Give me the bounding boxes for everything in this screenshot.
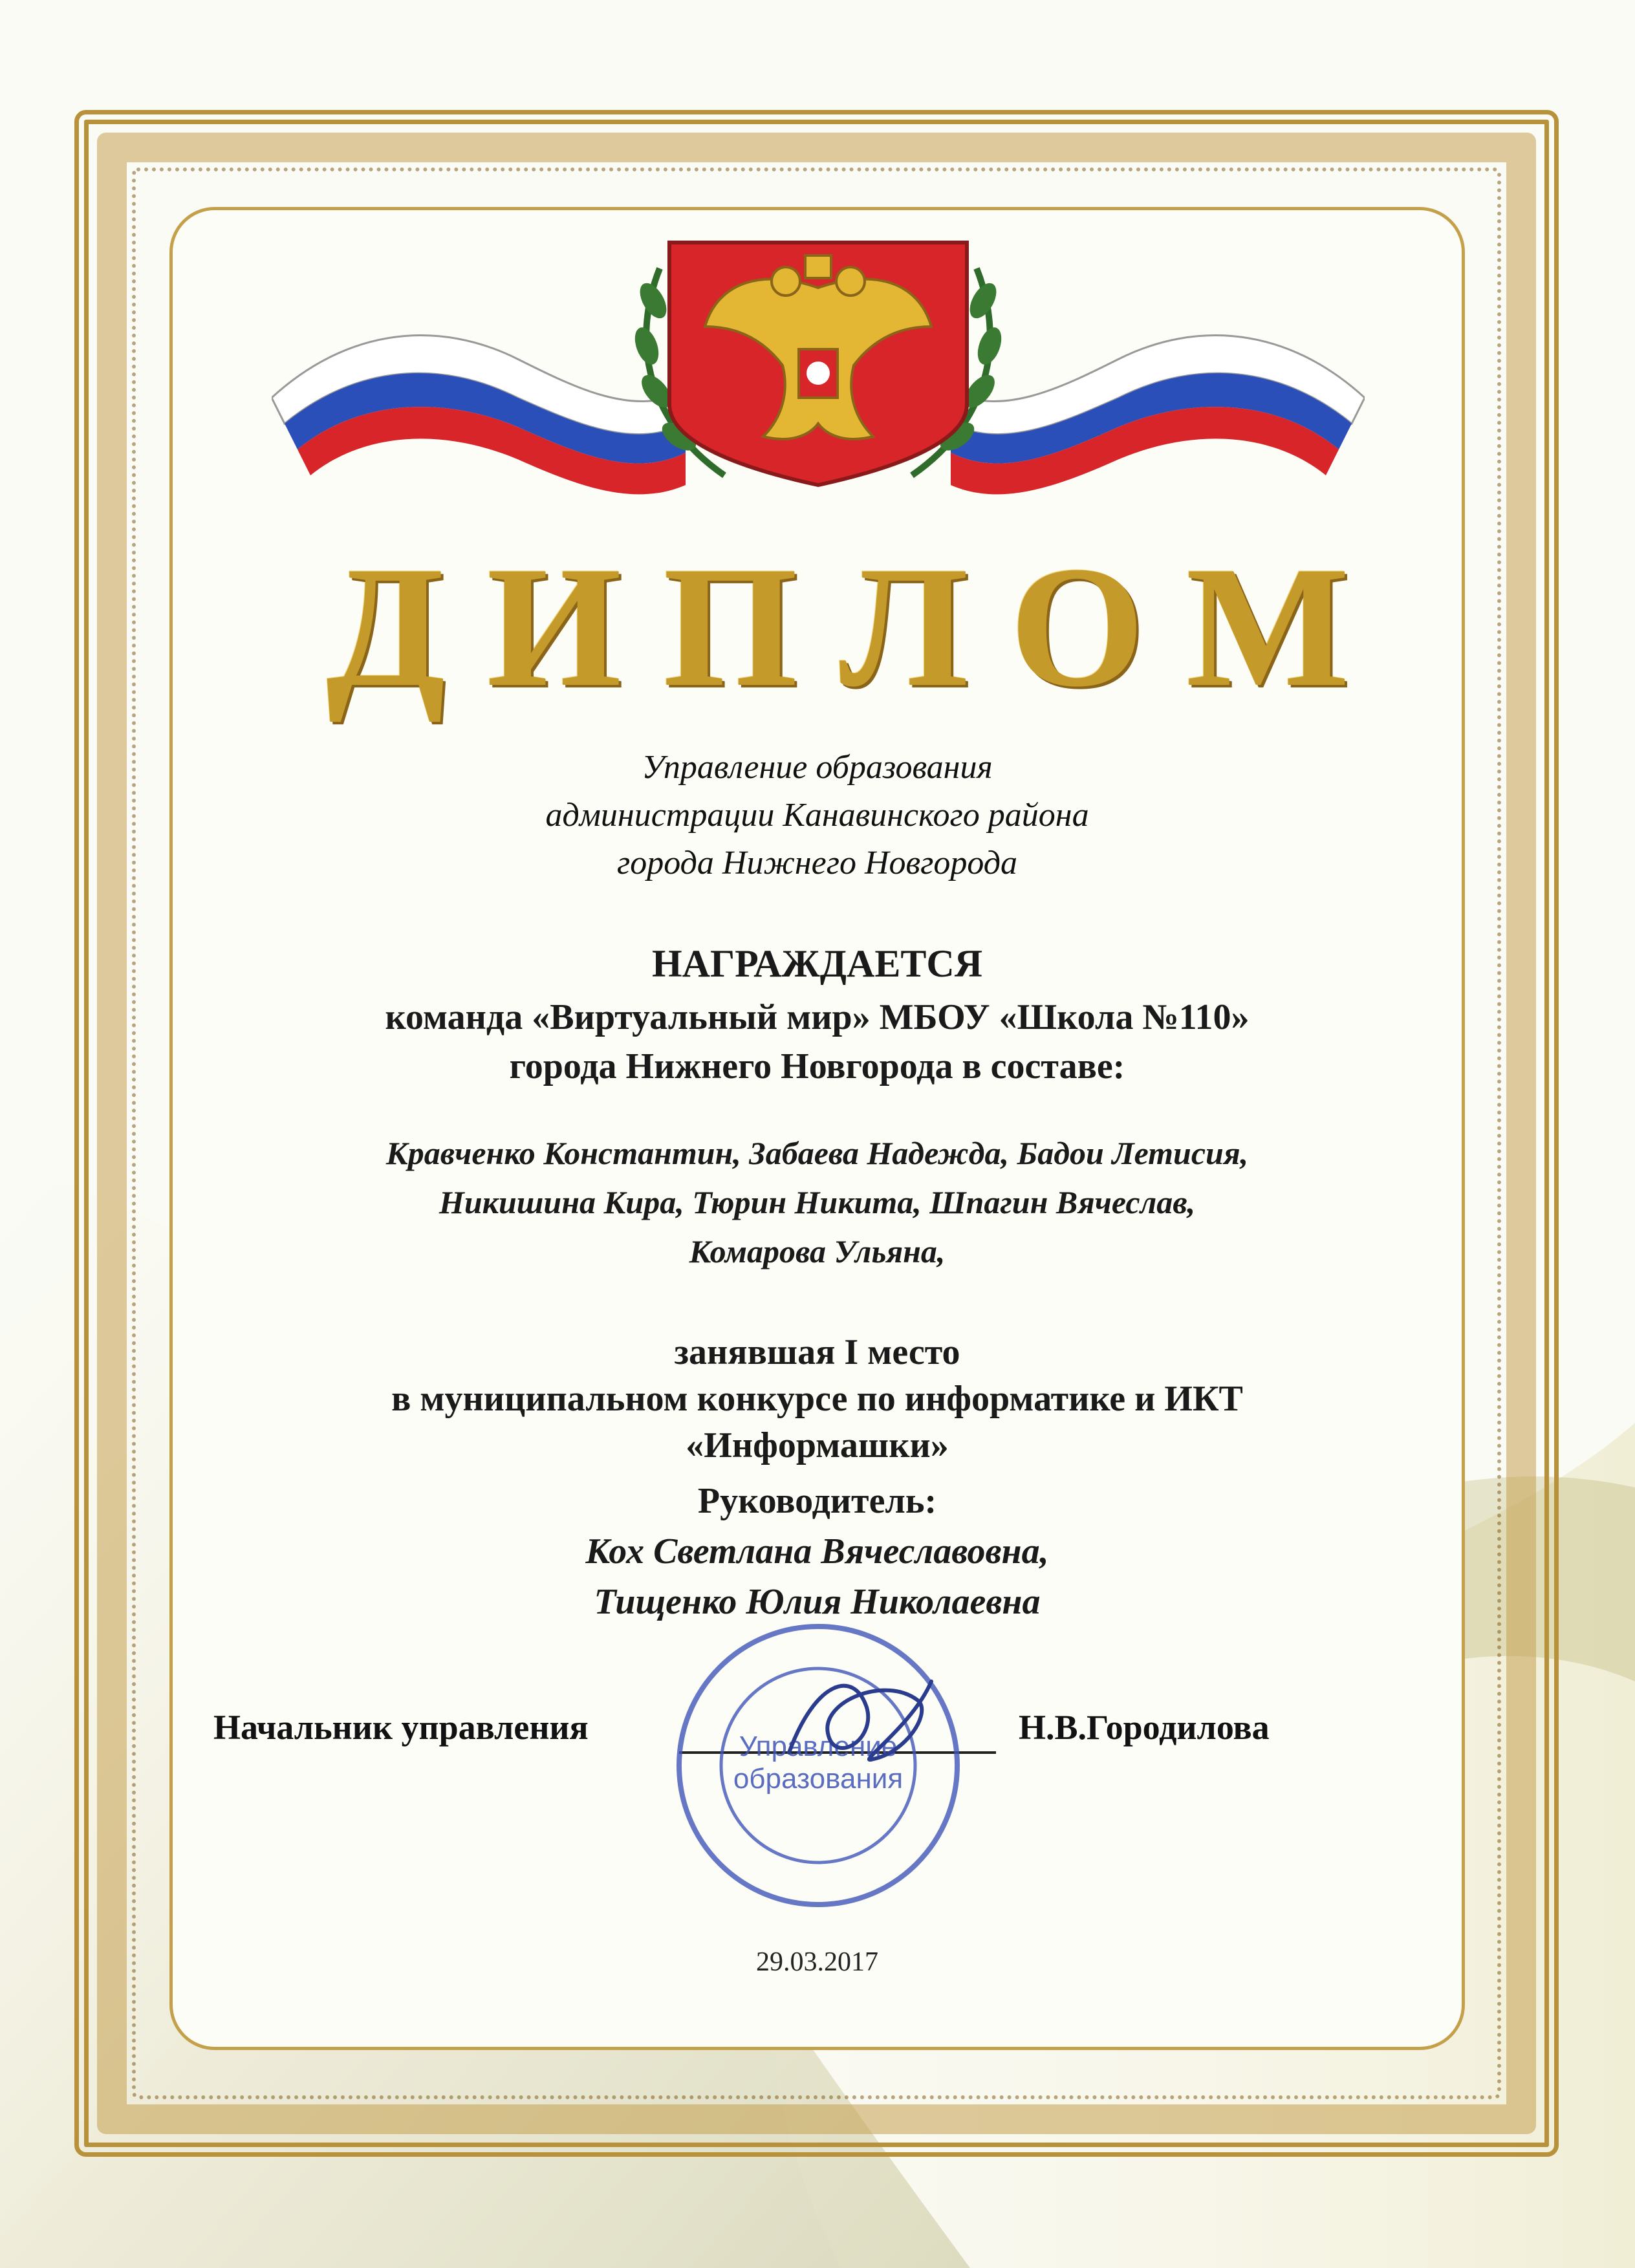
issuer-line: Управление образования [642, 749, 993, 786]
issue-date: 29.03.2017 [756, 1947, 878, 1977]
achievement-block [169, 1329, 1465, 1469]
awarded-label: НАГРАЖДАЕТСЯ [651, 942, 983, 985]
members-block [169, 1129, 1465, 1276]
member-line: Комарова Ульяна, [689, 1233, 946, 1269]
diploma-title: ДИПЛОМ [326, 530, 1391, 722]
signatory-name: Н.В.Городилова [1019, 1708, 1270, 1747]
stamp-center-line: Управление [739, 1731, 898, 1762]
team-line: города Нижнего Новгорода в составе: [509, 1046, 1125, 1086]
achievement-line: занявшая I место [674, 1332, 960, 1372]
team-line: команда «Виртуальный мир» МБОУ «Школа №110» [385, 997, 1250, 1037]
signatory-title: Начальник управления [213, 1708, 589, 1747]
leader-line: Тищенко Юлия Николаевна [594, 1582, 1041, 1622]
coat-of-arms-with-flag-ribbon [272, 230, 1365, 501]
member-line: Кравченко Константин, Забаева Надежда, Бадои Летисия, [385, 1135, 1249, 1171]
leaders-block [169, 1526, 1465, 1627]
issuer-block [169, 744, 1465, 887]
achievement-line: «Информашки» [686, 1425, 949, 1465]
member-line: Никишина Кира, Тюрин Никита, Шпагин Вячеслав, [439, 1184, 1196, 1220]
leader-label: Руководитель: [697, 1481, 937, 1521]
handwritten-signature [776, 1656, 944, 1785]
team-block [169, 993, 1465, 1091]
leader-line: Кох Светлана Вячеславовна, [585, 1531, 1049, 1571]
achievement-line: в муниципальном конкурсе по информатике и ИКТ [391, 1379, 1243, 1419]
issuer-line: города Нижнего Новгорода [616, 845, 1018, 881]
stamp-center-line: образования [733, 1763, 904, 1795]
issuer-line: администрации Канавинского района [545, 797, 1089, 834]
